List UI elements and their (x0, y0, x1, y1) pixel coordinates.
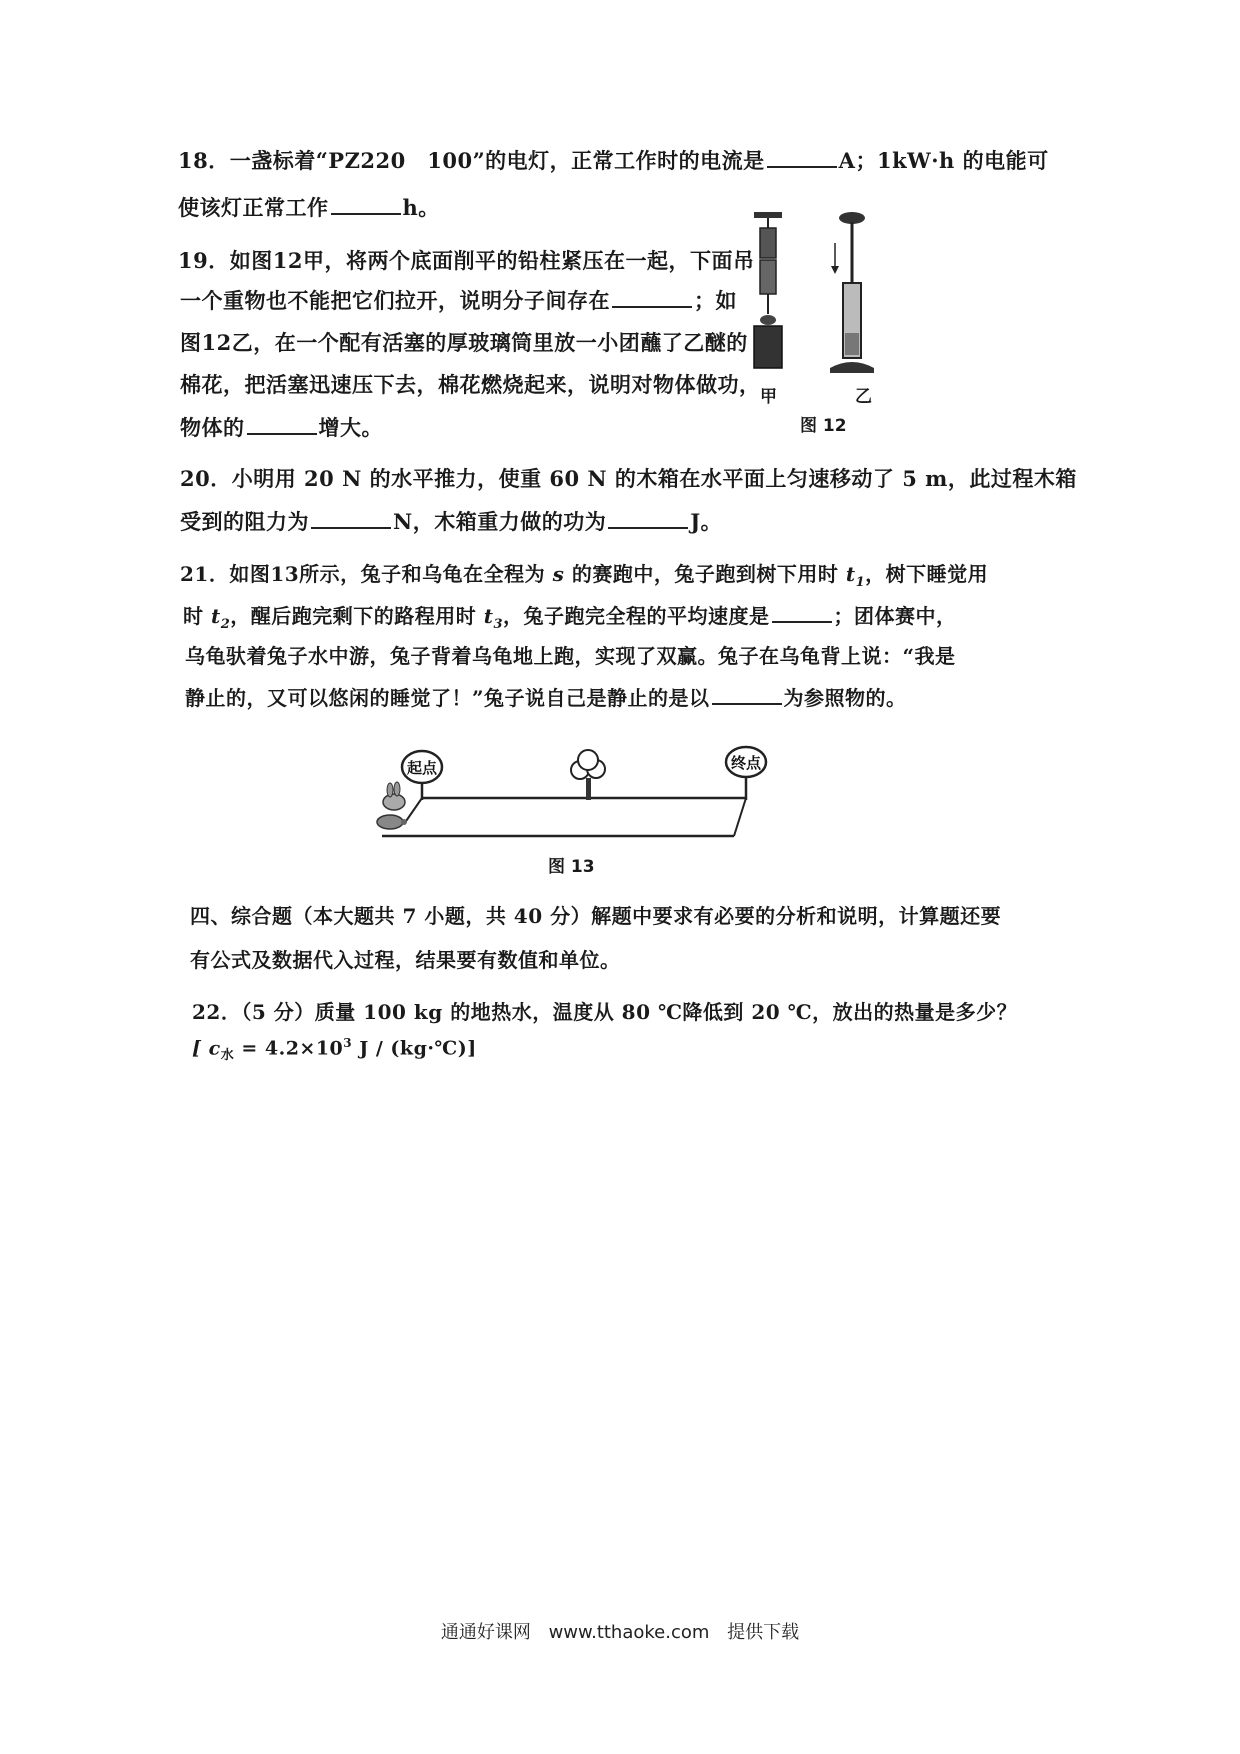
answer-blank (767, 148, 837, 168)
q21-line2 (183, 600, 957, 632)
answer-blank (331, 195, 401, 215)
fig12-label-yi: 乙 (855, 387, 872, 407)
q20-line1: 20．小明用 20 N 的水平推力，使重 60 N 的木箱在水平面上匀速移动了 5 m，此过程木箱 (180, 466, 1077, 491)
sub-3: 3 (493, 617, 504, 632)
q21-line4 (185, 682, 907, 711)
q19-line2 (180, 285, 737, 315)
q21-text-a: 21．如图13所示，兔子和乌龟在全程为 (180, 562, 546, 586)
figure-12-illustration (740, 208, 900, 388)
turtle-icon (377, 815, 407, 829)
q21-text-g: ；团体赛中， (833, 604, 957, 628)
q22-line1: 22．（5 分）质量 100 kg 的地热水，温度从 80 ℃降低到 20 ℃，放出的热量是多少？ (192, 1000, 1018, 1024)
q20-text-b: N，木箱重力做的功为 (393, 509, 607, 534)
q19-line4: 棉花，把活塞迅速压下去，棉花燃烧起来，说明对物体做功， (180, 372, 761, 397)
q20-line2 (180, 506, 722, 536)
piston-cylinder-drawing (830, 212, 874, 373)
q21-text-i: 为参照物的。 (783, 686, 907, 710)
formula-c: [ c (192, 1037, 221, 1060)
formula-value: = 4.2×10 (234, 1037, 344, 1060)
footer-site-name: 通通好课网 (440, 1622, 531, 1643)
q21-text-b: 的赛跑中，兔子跑到树下用时 (571, 562, 839, 586)
section4-line1 (190, 900, 1001, 929)
q19-text-b: ；如 (694, 288, 737, 313)
figure-13-race-track (370, 742, 780, 844)
answer-blank (247, 415, 317, 435)
q19-line3: 图12乙，在一个配有活塞的厚玻璃筒里放一小团蘸了乙醚的 (180, 330, 748, 355)
section4-heading: 四、综合题 (190, 904, 293, 928)
q19-text-d: 增大。 (318, 415, 383, 440)
q21-line1 (180, 558, 988, 590)
formula-unit: J / (kg·℃)] (352, 1037, 477, 1060)
fig13-caption: 图 13 (548, 857, 595, 877)
formula-exponent: 3 (343, 1036, 353, 1050)
q21-text-f: ，兔子跑完全程的平均速度是 (503, 604, 770, 628)
section4-line2: 有公式及数据代入过程，结果要有数值和单位。 (190, 948, 621, 972)
lead-cylinders-drawing (754, 212, 782, 368)
var-s: s (552, 562, 565, 586)
q19-line5 (180, 412, 383, 442)
sub-1: 1 (855, 575, 866, 590)
answer-blank (311, 509, 391, 529)
end-sign-text: 终点 (730, 754, 762, 772)
q18-text-b: A；1kW·h 的电能可 (838, 148, 1049, 173)
sub-2: 2 (220, 617, 231, 632)
q19-text-a: 一个重物也不能把它们拉开，说明分子间存在 (180, 288, 610, 313)
page-footer (0, 1618, 1240, 1644)
q21-text-c: ，树下睡觉用 (865, 562, 989, 586)
q18-text-a: 18．一盏标着“PZ220 100”的电灯，正常工作时的电流是 (178, 148, 765, 173)
q20-text-c: J。 (690, 509, 723, 534)
rabbit-icon (383, 782, 405, 810)
q18-text-d: h。 (402, 195, 440, 220)
footer-suffix: 提供下载 (727, 1622, 800, 1643)
var-t1: t (845, 562, 856, 586)
var-t2: t (210, 604, 221, 628)
q21-line3: 乌龟驮着兔子水中游，兔子背着乌龟地上跑，实现了双赢。兔子在乌龟背上说：“我是 (185, 644, 956, 668)
q19-text-c: 物体的 (180, 415, 245, 440)
q18-line2 (178, 192, 440, 222)
start-sign-text: 起点 (406, 759, 438, 777)
section4-text-a: （本大题共 7 小题，共 40 分）解题中要求有必要的分析和说明，计算题还要 (292, 904, 1002, 928)
var-t3: t (483, 604, 494, 628)
q21-text-d: 时 (183, 604, 204, 628)
formula-sub-water: 水 (220, 1048, 235, 1064)
tree-icon (571, 750, 605, 800)
q18-text-c: 使该灯正常工作 (178, 195, 329, 220)
q19-line1: 19．如图12甲，将两个底面削平的铅柱紧压在一起，下面吊 (178, 248, 755, 273)
fig12-caption: 图 12 (800, 416, 847, 436)
q18-line1 (178, 145, 1049, 175)
answer-blank (712, 685, 782, 705)
q21-text-h: 静止的，又可以悠闲的睡觉了！”兔子说自己是静止的是以 (185, 686, 710, 710)
q20-text-a: 受到的阻力为 (180, 509, 309, 534)
q21-text-e: ，醒后跑完剩下的路程用时 (230, 604, 477, 628)
answer-blank (612, 288, 692, 308)
answer-blank (772, 603, 832, 623)
footer-url[interactable]: www.tthaoke.com (548, 1622, 710, 1643)
answer-blank (608, 509, 688, 529)
q22-formula (192, 1036, 477, 1063)
fig12-label-jia: 甲 (760, 387, 777, 407)
